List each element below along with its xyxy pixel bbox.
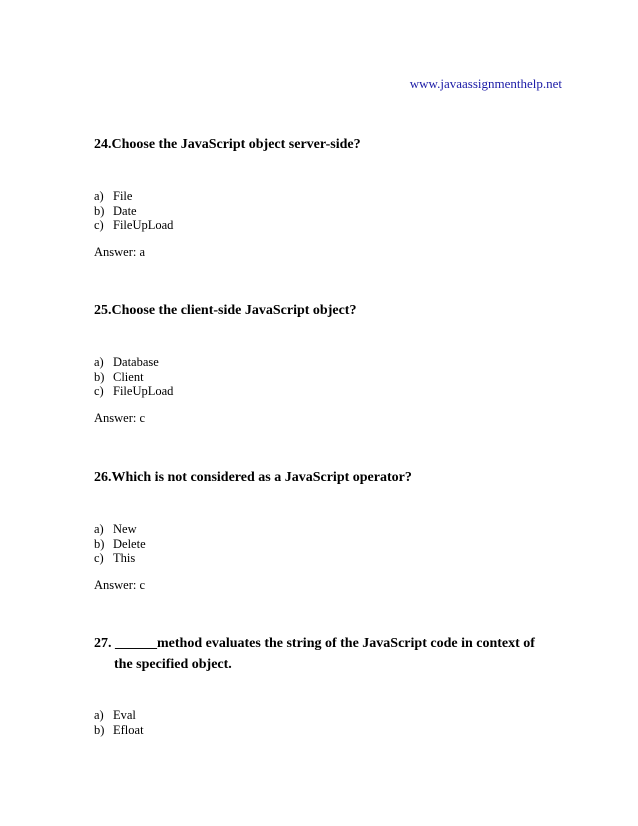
question-25-title bbox=[94, 300, 564, 321]
option-a: a) File bbox=[94, 189, 133, 203]
question-26-options bbox=[94, 522, 146, 566]
question-26-answer: Answer: c bbox=[94, 578, 146, 592]
question-26-title bbox=[94, 467, 564, 488]
option-c: c) This bbox=[94, 551, 136, 565]
site-link[interactable]: www.javaassignmenthelp.net bbox=[409, 76, 562, 91]
answer-blank: ______ bbox=[115, 636, 157, 651]
question-text: method evaluates the string of the JavaScript code in context of bbox=[157, 636, 535, 651]
question-24-title bbox=[94, 134, 564, 155]
question-text: Choose the client-side JavaScript object? bbox=[111, 303, 357, 318]
question-27-options bbox=[94, 708, 144, 737]
option-b: b) Efloat bbox=[94, 722, 144, 737]
option-b: b) Client bbox=[94, 369, 144, 384]
question-24-answer: Answer: a bbox=[94, 245, 146, 259]
question-25-answer: Answer: c bbox=[94, 411, 146, 425]
option-b: b) Delete bbox=[94, 536, 146, 551]
question-text: Choose the JavaScript object server-side? bbox=[111, 137, 361, 152]
question-text: Which is not considered as a JavaScript operator? bbox=[111, 470, 412, 485]
question-24-options bbox=[94, 189, 173, 233]
question-25-options bbox=[94, 355, 173, 399]
question-text-continued: the specified object. bbox=[114, 657, 232, 672]
question-number: 26. bbox=[94, 470, 112, 485]
question-number: 27. bbox=[94, 636, 112, 651]
option-b: b) Date bbox=[94, 203, 137, 218]
question-number: 24. bbox=[94, 137, 112, 152]
question-27-title bbox=[94, 633, 564, 675]
question-number: 25. bbox=[94, 303, 112, 318]
option-c: c) FileUpLoad bbox=[94, 384, 174, 398]
option-c: c) FileUpLoad bbox=[94, 218, 174, 232]
option-a: a) Eval bbox=[94, 708, 136, 722]
option-a: a) Database bbox=[94, 355, 159, 369]
option-a: a) New bbox=[94, 522, 137, 536]
